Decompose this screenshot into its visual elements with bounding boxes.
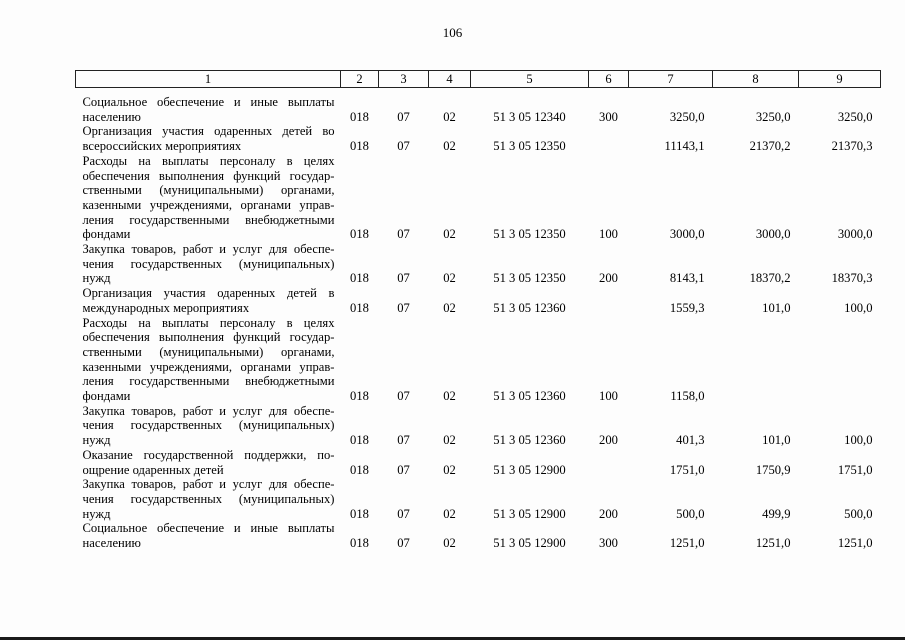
cell-target-article: 51 3 05 12340 bbox=[493, 109, 566, 124]
cell-grbs-code: 018 bbox=[350, 300, 369, 315]
cell-amount-year2: 18370,2 bbox=[749, 271, 791, 286]
cell-section-code: 07 bbox=[397, 433, 410, 448]
cell-description: Социальное обеспечение и иные выплаты населению bbox=[82, 95, 335, 124]
header-col-4: 4 bbox=[429, 71, 471, 88]
cell-amount-year2: 1251,0 bbox=[755, 536, 791, 551]
cell-expense-type bbox=[589, 448, 629, 477]
cell-subsection-code: 02 bbox=[443, 462, 456, 477]
cell-subsection-code: 02 bbox=[443, 433, 456, 448]
cell-section-code: 07 bbox=[397, 506, 410, 521]
cell-amount-year3: 500,0 bbox=[844, 506, 873, 521]
table-row bbox=[76, 404, 881, 448]
cell-amount-year2: 21370,2 bbox=[749, 139, 791, 154]
header-row bbox=[76, 71, 881, 88]
header-col-9: 9 bbox=[799, 71, 881, 88]
cell-amount-year3: 21370,3 bbox=[831, 139, 873, 154]
cell-amount-year2: 101,0 bbox=[762, 433, 791, 448]
cell-amount-year3: 1251,0 bbox=[837, 536, 873, 551]
cell-amount-year1: 11143,1 bbox=[664, 139, 705, 154]
cell-amount-year3: 18370,3 bbox=[831, 271, 873, 286]
cell-target-article: 51 3 05 12360 bbox=[493, 433, 566, 448]
cell-amount-year3: 100,0 bbox=[844, 300, 873, 315]
cell-section-code: 07 bbox=[397, 300, 410, 315]
cell-target-article: 51 3 05 12900 bbox=[493, 536, 566, 551]
cell-grbs-code: 018 bbox=[350, 462, 369, 477]
cell-grbs-code: 018 bbox=[350, 227, 369, 242]
cell-expense-type bbox=[589, 286, 629, 315]
table-column-numbers-header bbox=[76, 71, 881, 88]
cell-amount-year3: 3000,0 bbox=[837, 227, 873, 242]
cell-section-code: 07 bbox=[397, 271, 410, 286]
cell-section-code: 07 bbox=[397, 389, 410, 404]
cell-expense-type: 300 bbox=[599, 536, 618, 551]
header-col-2: 2 bbox=[341, 71, 379, 88]
cell-target-article: 51 3 05 12360 bbox=[493, 300, 566, 315]
cell-expense-type: 200 bbox=[599, 433, 618, 448]
cell-description: Расходы на выплаты персоналу в целях обеспечения выполнения функций государ- ственными (муниципальными) органами, казенными учреждениями, органами управ- ления государственными внебюджетными фондами bbox=[82, 315, 335, 404]
cell-subsection-code: 02 bbox=[443, 271, 456, 286]
table-row bbox=[76, 448, 881, 477]
header-col-3: 3 bbox=[379, 71, 429, 88]
table-row bbox=[76, 286, 881, 315]
cell-amount-year3: 3250,0 bbox=[837, 109, 873, 124]
cell-description: Социальное обеспечение и иные выплаты населению bbox=[82, 521, 335, 551]
table-row bbox=[76, 316, 881, 404]
cell-target-article: 51 3 05 12350 bbox=[493, 227, 566, 242]
cell-grbs-code: 018 bbox=[350, 389, 369, 404]
cell-expense-type bbox=[589, 124, 629, 153]
cell-description: Оказание государственной поддержки, по- ощрение одаренных детей bbox=[82, 447, 335, 477]
cell-amount-year1: 500,0 bbox=[676, 506, 705, 521]
cell-description: Расходы на выплаты персоналу в целях обеспечения выполнения функций государ- ственными (муниципальными) органами, казенными учреждениями, органами управ- ления государственными внебюджетными фондами bbox=[82, 153, 335, 242]
header-col-8: 8 bbox=[713, 71, 799, 88]
cell-subsection-code: 02 bbox=[443, 389, 456, 404]
cell-amount-year1: 1158,0 bbox=[670, 389, 705, 404]
table-row bbox=[76, 477, 881, 521]
budget-table bbox=[75, 70, 881, 551]
cell-amount-year1: 1251,0 bbox=[669, 536, 705, 551]
cell-description: Закупка товаров, работ и услуг для обеспе- чения государственных (муниципальных) нужд bbox=[82, 242, 335, 286]
header-col-6: 6 bbox=[589, 71, 629, 88]
cell-amount-year2: 3250,0 bbox=[755, 109, 791, 124]
table-row bbox=[76, 88, 881, 125]
cell-grbs-code: 018 bbox=[350, 506, 369, 521]
header-col-1: 1 bbox=[76, 71, 341, 88]
cell-expense-type: 200 bbox=[599, 271, 618, 286]
cell-amount-year1: 401,3 bbox=[676, 433, 705, 448]
cell-grbs-code: 018 bbox=[350, 109, 369, 124]
cell-target-article: 51 3 05 12350 bbox=[493, 271, 566, 286]
header-col-7: 7 bbox=[629, 71, 713, 88]
cell-grbs-code: 018 bbox=[350, 271, 369, 286]
cell-amount-year2: 499,9 bbox=[762, 506, 791, 521]
cell-expense-type: 200 bbox=[599, 506, 618, 521]
cell-target-article: 51 3 05 12900 bbox=[493, 506, 566, 521]
cell-section-code: 07 bbox=[397, 109, 410, 124]
cell-subsection-code: 02 bbox=[443, 227, 456, 242]
cell-subsection-code: 02 bbox=[443, 536, 456, 551]
cell-expense-type: 300 bbox=[599, 109, 618, 124]
cell-section-code: 07 bbox=[397, 536, 410, 551]
cell-grbs-code: 018 bbox=[350, 536, 369, 551]
cell-amount-year3: 100,0 bbox=[844, 433, 873, 448]
table-row bbox=[76, 242, 881, 286]
cell-subsection-code: 02 bbox=[443, 506, 456, 521]
cell-section-code: 07 bbox=[397, 227, 410, 242]
cell-subsection-code: 02 bbox=[443, 139, 456, 154]
cell-amount-year2 bbox=[713, 316, 799, 404]
cell-amount-year3: 1751,0 bbox=[837, 462, 873, 477]
cell-amount-year2: 3000,0 bbox=[755, 227, 791, 242]
cell-amount-year1: 1559,3 bbox=[669, 300, 705, 315]
cell-amount-year1: 3250,0 bbox=[669, 109, 705, 124]
cell-section-code: 07 bbox=[397, 462, 410, 477]
cell-amount-year2: 1750,9 bbox=[755, 462, 791, 477]
cell-expense-type: 100 bbox=[599, 227, 618, 242]
cell-description: Закупка товаров, работ и услуг для обеспе- чения государственных (муниципальных) нужд bbox=[82, 477, 335, 521]
header-col-5: 5 bbox=[471, 71, 589, 88]
cell-description: Закупка товаров, работ и услуг для обеспе- чения государственных (муниципальных) нужд bbox=[82, 403, 335, 448]
cell-amount-year1: 1751,0 bbox=[669, 462, 705, 477]
cell-target-article: 51 3 05 12360 bbox=[493, 389, 566, 404]
cell-grbs-code: 018 bbox=[350, 139, 369, 154]
cell-grbs-code: 018 bbox=[350, 433, 369, 448]
cell-subsection-code: 02 bbox=[443, 109, 456, 124]
table-row bbox=[76, 124, 881, 153]
cell-description: Организация участия одаренных детей во всероссийских мероприятиях bbox=[82, 124, 335, 154]
cell-expense-type: 100 bbox=[599, 389, 618, 404]
cell-target-article: 51 3 05 12900 bbox=[493, 462, 566, 477]
table-row bbox=[76, 521, 881, 550]
table-body bbox=[76, 88, 881, 551]
cell-amount-year3 bbox=[799, 316, 881, 404]
cell-section-code: 07 bbox=[397, 139, 410, 154]
cell-amount-year2: 101,0 bbox=[762, 300, 791, 315]
cell-description: Организация участия одаренных детей в международных мероприятиях bbox=[82, 286, 335, 315]
cell-amount-year1: 3000,0 bbox=[669, 227, 705, 242]
cell-subsection-code: 02 bbox=[443, 300, 456, 315]
table-row bbox=[76, 154, 881, 242]
page-number: 106 bbox=[442, 25, 463, 40]
cell-target-article: 51 3 05 12350 bbox=[493, 139, 566, 154]
cell-amount-year1: 8143,1 bbox=[669, 271, 705, 286]
